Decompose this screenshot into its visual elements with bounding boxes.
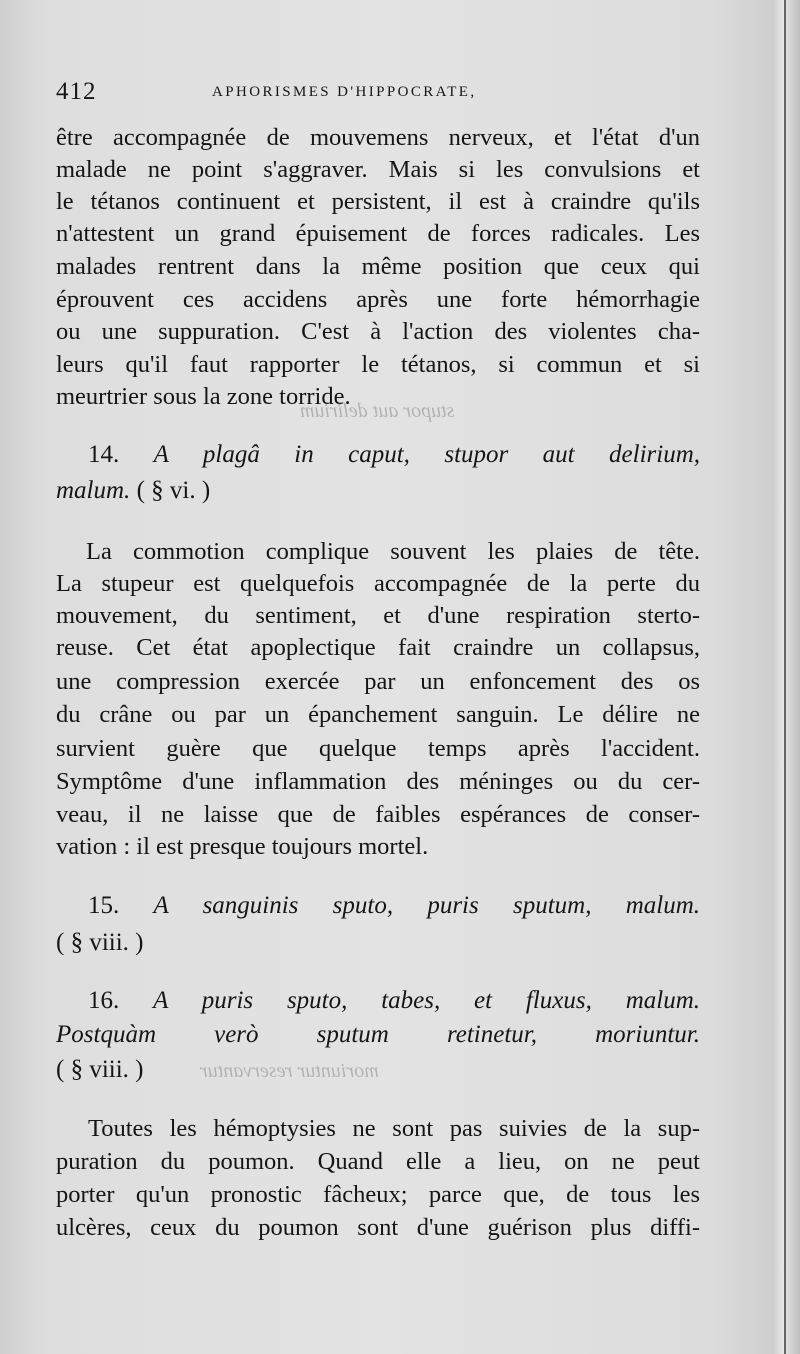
running-title: APHORISMES D'HIPPOCRATE, bbox=[212, 84, 477, 100]
text-line: n'attestent un grand épuisement de forces radicales. Les bbox=[56, 220, 700, 247]
aphorism-14-line-1 bbox=[88, 442, 700, 467]
running-header bbox=[56, 78, 716, 108]
text-line: du crâne ou par un épanchement sanguin. Le délire ne bbox=[56, 701, 700, 728]
aphorism-latin: A plagâ in caput, stupor aut delirium, bbox=[153, 441, 700, 468]
text-line: Symptôme d'une inflammation des méninges ou du cer- bbox=[56, 768, 700, 795]
aphorism-number: 16. bbox=[88, 987, 120, 1014]
aphorism-16-line-2: Postquàm verò sputum retinetur, moriuntur. bbox=[56, 1021, 700, 1048]
text-line: ou une suppuration. C'est à l'action des violentes cha- bbox=[56, 318, 700, 345]
gutter-edge bbox=[784, 0, 786, 1354]
section-reference: ( § viii. ) bbox=[56, 929, 144, 956]
text-line: reuse. Cet état apoplectique fait craindre un collapsus, bbox=[56, 634, 700, 661]
text-line: veau, il ne laisse que de faibles espérances de conser- bbox=[56, 801, 700, 828]
text-line: Toutes les hémoptysies ne sont pas suivies de la sup- bbox=[88, 1115, 700, 1142]
page-number: 412 bbox=[56, 78, 97, 105]
aphorism-number: 14. bbox=[88, 441, 120, 468]
text-line: mouvement, du sentiment, et d'une respiration sterto- bbox=[56, 602, 700, 629]
aphorism-latin: A sanguinis sputo, puris sputum, malum. bbox=[153, 892, 701, 919]
text-line: meurtrier sous la zone torride. bbox=[56, 383, 351, 410]
text-line: vation : il est presque toujours mortel. bbox=[56, 833, 429, 860]
text-line: leurs qu'il faut rapporter le tétanos, si commun et si bbox=[56, 351, 700, 378]
show-through-text: moriuntur reservantur bbox=[200, 1060, 379, 1082]
text-line: éprouvent ces accidens après une forte hémorrhagie bbox=[56, 286, 700, 313]
text-line: le tétanos continuent et persistent, il est à craindre qu'ils bbox=[56, 188, 700, 215]
text-line: survient guère que quelque temps après l'accident. bbox=[56, 735, 700, 762]
text-line: porter qu'un pronostic fâcheux; parce que, de tous les bbox=[56, 1181, 700, 1208]
aphorism-number: 15. bbox=[88, 892, 120, 919]
text-line: malade ne point s'aggraver. Mais si les convulsions et bbox=[56, 156, 700, 183]
aphorism-latin: malum. bbox=[56, 477, 131, 504]
text-line: La commotion complique souvent les plaies de tête. bbox=[86, 538, 700, 565]
text-line: être accompagnée de mouvemens nerveux, et l'état d'un bbox=[56, 124, 700, 151]
section-reference: ( § viii. ) bbox=[56, 1056, 144, 1083]
book-gutter bbox=[772, 0, 800, 1354]
text-line: La stupeur est quelquefois accompagnée de la perte du bbox=[56, 570, 700, 597]
text-line: malades rentrent dans la même position que ceux qui bbox=[56, 253, 700, 280]
section-reference: ( § vi. ) bbox=[130, 477, 211, 504]
text-line: puration du poumon. Quand elle a lieu, on ne peut bbox=[56, 1148, 700, 1175]
aphorism-14-line-2 bbox=[56, 478, 700, 503]
text-line: une compression exercée par un enfoncement des os bbox=[56, 668, 700, 695]
aphorism-15-line-1 bbox=[88, 893, 700, 918]
aphorism-16-line-1 bbox=[88, 988, 700, 1013]
text-line: ulcères, ceux du poumon sont d'une guérison plus diffi- bbox=[56, 1214, 700, 1241]
aphorism-latin: A puris sputo, tabes, et fluxus, malum. bbox=[153, 987, 701, 1014]
show-through-text: stupor aut delirium bbox=[300, 400, 455, 422]
